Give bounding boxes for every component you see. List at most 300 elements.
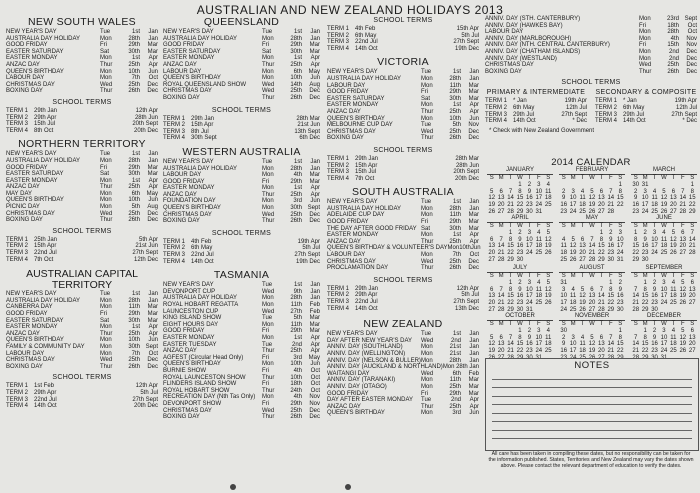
holiday-row-cell: Oct bbox=[310, 381, 320, 388]
secondary-heading: SECONDARY & COMPOSITE bbox=[595, 89, 697, 97]
holiday-row bbox=[6, 36, 158, 43]
calendar-week bbox=[487, 250, 553, 257]
calendar-day: 3 bbox=[537, 181, 541, 188]
holiday-row-cell: EASTER MONDAY bbox=[163, 334, 215, 341]
holiday-row-cell: Jun bbox=[148, 337, 158, 344]
holiday-row-cell: 25th bbox=[449, 108, 461, 115]
holiday-row bbox=[6, 165, 158, 172]
calendar-day: 21 bbox=[688, 243, 696, 250]
calendar-day: 28 bbox=[679, 208, 687, 215]
holiday-row-cell: Jun bbox=[470, 245, 481, 252]
calendar-day: 7 bbox=[508, 334, 513, 341]
calendar-day: 9 bbox=[527, 188, 532, 195]
term-row-cell: TERM 4 bbox=[485, 118, 508, 125]
holiday-row bbox=[6, 184, 158, 191]
holiday-row-cell: ROYAL LAUNCESTON SHOW bbox=[163, 374, 246, 381]
holiday-row-cell: Feb bbox=[468, 370, 479, 377]
weekday-label: M bbox=[642, 223, 648, 229]
holiday-row-cell: QUEEN'S BIRTHDAY bbox=[163, 75, 221, 82]
holiday-row-cell: Dec bbox=[686, 48, 697, 55]
term-row-cell: 14th Oct bbox=[355, 305, 378, 312]
calendar-day: 15 bbox=[516, 195, 524, 202]
holiday-row-cell: LABOUR DAY bbox=[163, 172, 202, 179]
holiday-row-cell: Thur bbox=[100, 88, 113, 95]
holiday-row-cell: Apr bbox=[469, 102, 479, 109]
holiday-row-cell: Nov bbox=[686, 35, 697, 42]
calendar-day: 30 bbox=[526, 354, 533, 361]
holiday-row-cell: PICNIC DAY bbox=[6, 204, 40, 211]
holiday-row-cell: Mon bbox=[262, 55, 274, 62]
holiday-row-cell: Jan bbox=[469, 75, 479, 82]
holiday-row-cell: 28th bbox=[449, 75, 461, 82]
calendar-day: 28 bbox=[598, 306, 605, 313]
term-row-cell: 27th Sept bbox=[294, 252, 320, 259]
calendar-day: 20 bbox=[579, 250, 586, 257]
weekday-label: T bbox=[580, 273, 585, 279]
holiday-row-cell: 28th bbox=[128, 157, 140, 164]
holiday-row-cell: QUEEN'S BIRTHDAY & VOLUNTEER'S DAY bbox=[327, 245, 448, 252]
calendar-day: 25 bbox=[569, 306, 577, 313]
calendar-day: 27 bbox=[670, 208, 677, 215]
notes-line bbox=[492, 387, 692, 388]
calendar-day: 16 bbox=[560, 202, 568, 209]
calendar-day: 3 bbox=[652, 229, 657, 236]
holiday-row-cell: GOOD FRIDAY bbox=[163, 178, 205, 185]
calendar-day: 3 bbox=[571, 334, 575, 341]
weekday-label: W bbox=[661, 175, 667, 181]
holiday-row-cell: Dec bbox=[468, 128, 479, 135]
weekday-label: F bbox=[608, 321, 613, 327]
calendar-day: 18 bbox=[660, 243, 668, 250]
term-row-cell: 27th Sept bbox=[132, 396, 158, 403]
weekday-label: F bbox=[536, 223, 541, 229]
calendar-day: 30 bbox=[651, 306, 658, 313]
holiday-row-cell: EASTER SATURDAY bbox=[327, 95, 385, 102]
holiday-row-cell: ADELAIDE CUP DAY bbox=[327, 212, 385, 219]
term-row-cell: 8th Jul bbox=[191, 128, 209, 135]
page-title: AUSTRALIAN AND NEW ZEALAND HOLIDAYS 2013 bbox=[196, 3, 504, 17]
holiday-row bbox=[6, 171, 158, 178]
holiday-row-cell: Mon bbox=[100, 197, 112, 204]
term-row-cell: TERM 4 bbox=[6, 403, 29, 410]
term-row-cell: 5th Jul bbox=[302, 245, 320, 252]
weekday-label: W bbox=[589, 175, 595, 181]
calendar-day: 30 bbox=[632, 181, 640, 188]
holiday-row bbox=[163, 342, 320, 349]
term-row-cell: 14th Oct bbox=[355, 45, 378, 52]
term-row-cell: * Jan bbox=[513, 98, 527, 105]
secondary-terms bbox=[595, 88, 697, 124]
calendar-day: 29 bbox=[507, 306, 514, 313]
weekday-header bbox=[487, 273, 553, 280]
calendar-day: 23 bbox=[560, 354, 568, 361]
holiday-row-cell: Tue bbox=[421, 122, 432, 129]
holiday-row bbox=[163, 198, 320, 205]
calendar-day: 25 bbox=[579, 354, 586, 361]
holiday-row-cell: GOOD FRIDAY bbox=[327, 390, 369, 397]
holiday-row-cell: 26th bbox=[290, 218, 302, 225]
holiday-row-cell: Aug bbox=[147, 204, 158, 211]
calendar-day: 22 bbox=[632, 250, 640, 257]
holiday-row-cell: Mon bbox=[262, 172, 274, 179]
term-row-cell: 29th Jan bbox=[355, 285, 379, 292]
holiday-row bbox=[163, 95, 320, 102]
holiday-row-cell: Sept bbox=[145, 343, 158, 350]
calendar-day: 29 bbox=[632, 256, 640, 263]
term-row bbox=[6, 237, 158, 244]
holiday-row-cell: Dec bbox=[147, 217, 158, 224]
weekday-label: T bbox=[599, 321, 604, 327]
holiday-row-cell: EASTER MONDAY bbox=[327, 102, 379, 109]
holiday-row-cell: Sept bbox=[684, 16, 697, 22]
holiday-row-cell: 1st bbox=[452, 102, 461, 109]
weekday-label: S bbox=[546, 175, 551, 181]
holiday-row bbox=[327, 265, 479, 272]
holiday-row-cell: ANNIV. DAY (OTAGO) bbox=[327, 383, 387, 390]
calendar-day bbox=[496, 182, 505, 189]
school-terms-heading: SCHOOL TERMS bbox=[561, 79, 621, 87]
column-2 bbox=[163, 16, 320, 490]
calendar-day: 2 bbox=[643, 229, 647, 236]
term-row-cell: 25th Jan bbox=[34, 236, 58, 243]
calendar-day: 9 bbox=[527, 334, 532, 341]
calendar-day: 31 bbox=[660, 354, 668, 361]
calendar-day: 8 bbox=[634, 236, 638, 243]
holiday-row-cell: Wed bbox=[262, 88, 275, 95]
act-heading-line: AUSTRALIAN CAPITAL bbox=[26, 268, 138, 281]
holiday-row-cell: EASTER SATURDAY bbox=[6, 317, 64, 324]
calendar-day: 13 bbox=[497, 195, 505, 202]
holiday-row-cell: Nov bbox=[309, 400, 320, 407]
calendar-day: 26 bbox=[544, 300, 552, 307]
holiday-row-cell: Apr bbox=[148, 177, 158, 184]
calendar-day: 6 bbox=[599, 334, 604, 341]
term-row-cell: 6th May bbox=[355, 32, 377, 39]
calendar-day: 8 bbox=[508, 286, 513, 293]
notes-line bbox=[492, 430, 692, 431]
holiday-row-cell: 11th bbox=[449, 82, 461, 89]
holiday-row-cell: 4th bbox=[293, 394, 302, 401]
calendar-day: 18 bbox=[569, 300, 577, 307]
term-row-cell: 14th Oct bbox=[34, 403, 57, 410]
holiday-row bbox=[327, 331, 479, 338]
calendar-day bbox=[506, 182, 515, 189]
holiday-row-cell: Mon bbox=[262, 165, 274, 172]
holiday-row-cell: NEW YEAR'S DAY bbox=[327, 69, 378, 76]
term-row-cell: 4th Feb bbox=[191, 238, 212, 245]
term-row-cell: TERM 2 bbox=[327, 292, 350, 299]
calendar-day: 11 bbox=[560, 243, 567, 250]
sa-heading: SOUTH AUSTRALIA bbox=[352, 186, 454, 199]
term-row-cell: TERM 2 bbox=[327, 32, 350, 39]
calendar-month bbox=[559, 166, 625, 216]
holiday-row bbox=[6, 55, 158, 62]
term-row-cell: 6th Dec bbox=[299, 135, 320, 142]
calendar-day: 25 bbox=[535, 300, 543, 307]
holiday-row-cell: QUEEN'S BIRTHDAY bbox=[327, 115, 385, 122]
holiday-row-cell: 7th bbox=[452, 252, 461, 259]
holiday-row-cell: Sat bbox=[421, 95, 431, 102]
holiday-row-cell: ANNIV. DAY (HAWKES BAY) bbox=[485, 22, 563, 29]
weekday-label: M bbox=[570, 175, 576, 181]
holiday-row-cell: Mon bbox=[262, 361, 274, 368]
calendar-week bbox=[487, 189, 553, 196]
term-row-cell: 22nd Jul bbox=[34, 396, 57, 403]
holiday-row-cell: EASTER SATURDAY bbox=[6, 171, 64, 178]
holiday-row-cell: Apr bbox=[310, 55, 320, 62]
holiday-row-cell: 25th bbox=[128, 81, 140, 88]
calendar-day: 2 bbox=[527, 327, 532, 334]
holiday-row bbox=[163, 282, 320, 289]
calendar-day: 30 bbox=[516, 256, 524, 263]
term-row-cell: TERM 3 bbox=[6, 396, 29, 403]
holiday-row bbox=[163, 388, 320, 395]
school-terms-heading: SCHOOL TERMS bbox=[211, 229, 272, 237]
calendar-week bbox=[487, 237, 553, 244]
calendar-day: 24 bbox=[641, 208, 649, 215]
calendar-day: 12 bbox=[679, 334, 687, 341]
holiday-row-cell: Mar bbox=[147, 311, 158, 317]
calendar-day: 27 bbox=[688, 348, 696, 355]
calendar-week bbox=[559, 230, 625, 237]
holiday-row-cell: Apr bbox=[469, 403, 479, 410]
holiday-row bbox=[163, 179, 320, 186]
holiday-row-cell: Jan bbox=[310, 158, 320, 165]
calendar-day: 8 bbox=[690, 188, 694, 195]
calendar-day: 23 bbox=[560, 208, 568, 215]
weekday-label: S bbox=[690, 273, 695, 279]
calendar-week bbox=[487, 195, 553, 202]
holiday-row-cell: Mon bbox=[421, 75, 433, 82]
holiday-row-cell: 25th bbox=[290, 191, 302, 198]
calendar-day: 14 bbox=[688, 236, 696, 243]
calendar-day: 12 bbox=[579, 293, 586, 300]
calendar-day: 10 bbox=[569, 341, 577, 348]
holiday-row-cell: Tue bbox=[100, 291, 111, 298]
holiday-row-cell: 29th bbox=[449, 219, 461, 226]
calendar-month bbox=[631, 264, 697, 314]
term-row bbox=[327, 292, 479, 299]
holiday-row bbox=[163, 394, 320, 401]
calendar-day: 3 bbox=[537, 327, 541, 334]
weekday-label: W bbox=[661, 321, 667, 327]
holiday-row-cell: Fri bbox=[100, 42, 107, 49]
calendar-day: 10 bbox=[660, 334, 668, 341]
holiday-row-cell: Sept bbox=[307, 205, 320, 212]
calendar-day: 1 bbox=[508, 279, 513, 286]
term-row-cell: 6th May bbox=[513, 104, 535, 111]
holiday-row-cell: 23rd bbox=[666, 16, 679, 22]
holiday-row bbox=[327, 129, 479, 136]
calendar-day: 1 bbox=[609, 279, 613, 286]
holiday-row-cell: Tue bbox=[262, 282, 273, 289]
holiday-row-cell: 28th bbox=[290, 165, 302, 172]
holiday-row-cell: Thur bbox=[100, 217, 113, 224]
holiday-row-cell: 10th bbox=[290, 374, 302, 381]
term-row bbox=[595, 112, 697, 119]
weekday-label: S bbox=[633, 175, 638, 181]
term-row-cell: 4th Feb bbox=[355, 26, 376, 32]
holiday-row-cell: Mon bbox=[262, 35, 274, 42]
holiday-row-cell: Wed bbox=[421, 370, 434, 377]
calendar-day: 29 bbox=[616, 354, 624, 361]
calendar-week bbox=[559, 348, 625, 355]
holiday-row-cell: Jan bbox=[469, 344, 479, 351]
calendar-day: 23 bbox=[641, 250, 649, 257]
holiday-row-cell: Mon bbox=[421, 115, 433, 122]
holiday-row bbox=[163, 348, 320, 355]
holiday-row-cell: 26th bbox=[449, 265, 461, 272]
calendar-day: 13 bbox=[488, 293, 496, 300]
term-row-cell: TERM 2 bbox=[163, 245, 186, 252]
holiday-row-cell: Mon bbox=[100, 177, 112, 184]
term-row-cell: TERM 2 bbox=[6, 243, 29, 250]
calendar-day: 24 bbox=[569, 208, 577, 215]
holiday-row-cell: DEVONPORT CUP bbox=[163, 288, 216, 295]
calendar-day: 4 bbox=[537, 229, 541, 236]
holiday-row-cell: Fri bbox=[421, 219, 428, 226]
calendar-day bbox=[597, 328, 606, 335]
holiday-row-cell: 28th bbox=[449, 205, 461, 212]
calendar-day: 17 bbox=[535, 341, 543, 348]
holiday-row-cell: QUEEN'S BIRTHDAY bbox=[163, 205, 221, 212]
holiday-row-cell: WAITANGI DAY bbox=[327, 370, 370, 377]
school-terms-heading: SCHOOL TERMS bbox=[52, 227, 112, 235]
calendar-week bbox=[631, 280, 697, 287]
holiday-row-cell: 5th bbox=[293, 315, 302, 322]
holiday-row-cell: Mon bbox=[262, 394, 274, 401]
calendar-day: 11 bbox=[535, 286, 542, 293]
holiday-row-cell: 25th bbox=[667, 62, 679, 69]
school-terms-heading: SCHOOL TERMS bbox=[52, 374, 112, 382]
calendar-day: 16 bbox=[632, 202, 640, 209]
calendar-day: 24 bbox=[535, 348, 543, 355]
term-row-cell: 14th Oct bbox=[191, 258, 214, 265]
holiday-row bbox=[327, 391, 479, 398]
calendar-week bbox=[631, 230, 697, 237]
calendar-day: 15 bbox=[598, 243, 605, 250]
holiday-row-cell: RECREATION DAY (Nth Tas Only) bbox=[163, 394, 256, 401]
holiday-row-cell: 5th bbox=[131, 204, 140, 211]
weekday-label: T bbox=[527, 223, 532, 229]
holiday-row bbox=[163, 172, 320, 179]
term-row bbox=[595, 118, 697, 125]
term-row-cell: 19th Dec bbox=[295, 258, 320, 265]
calendar-week bbox=[559, 341, 625, 348]
holiday-row-cell: ANZAC DAY bbox=[327, 403, 361, 410]
weekday-header bbox=[559, 175, 625, 182]
holiday-row-cell: ROYAL HOBART REGATTA bbox=[163, 302, 239, 308]
calendar-day: 7 bbox=[681, 188, 685, 195]
holiday-row bbox=[163, 368, 320, 375]
holiday-row-cell: Wed bbox=[262, 288, 275, 295]
calendar-day: 19 bbox=[488, 202, 496, 209]
holiday-row-cell: LAUNCESTON CUP bbox=[163, 308, 219, 315]
holiday-row bbox=[6, 197, 158, 204]
holiday-row-cell: Mon bbox=[421, 344, 433, 351]
term-row bbox=[595, 98, 697, 105]
weekday-label: S bbox=[546, 223, 551, 229]
holiday-row bbox=[163, 309, 320, 316]
holiday-row-cell: Feb bbox=[309, 308, 320, 315]
calendar-day: 19 bbox=[569, 250, 577, 257]
holiday-row bbox=[6, 191, 158, 198]
calendar-day: 19 bbox=[670, 243, 677, 250]
month-name: JULY bbox=[487, 264, 553, 273]
holiday-row-cell: 3rd bbox=[452, 410, 461, 417]
calendar-day: 25 bbox=[651, 208, 658, 215]
holiday-row-cell: CHRISTMAS DAY bbox=[6, 210, 55, 217]
term-row-cell: TERM 1 bbox=[6, 107, 29, 114]
calendar-day: 22 bbox=[598, 250, 605, 257]
weekday-label: S bbox=[690, 175, 695, 181]
holiday-row-cell: Jan bbox=[148, 151, 158, 158]
holiday-row-cell: Mon bbox=[421, 357, 433, 364]
holiday-row-cell: Dec bbox=[468, 258, 479, 265]
term-row bbox=[6, 250, 158, 257]
term-row bbox=[327, 156, 479, 163]
holiday-row bbox=[163, 361, 320, 368]
calendar-day: 1 bbox=[618, 181, 622, 188]
term-row bbox=[6, 383, 158, 390]
term-row-cell: TERM 1 bbox=[327, 26, 350, 32]
calendar-day: 21 bbox=[497, 250, 505, 257]
holiday-row-cell: Jan bbox=[310, 35, 320, 42]
calendar-day: 27 bbox=[679, 250, 687, 257]
holiday-row bbox=[327, 245, 479, 252]
holiday-row-cell: Thur bbox=[421, 403, 434, 410]
act-heading bbox=[6, 269, 158, 291]
calendar-day bbox=[496, 280, 505, 287]
calendar-week bbox=[487, 293, 553, 300]
holiday-row-cell: Jun bbox=[148, 197, 158, 204]
calendar-day: 4 bbox=[671, 279, 676, 286]
holiday-row-cell: Dec bbox=[686, 55, 697, 62]
holiday-row-cell: LABOUR DAY bbox=[163, 68, 202, 75]
term-row bbox=[327, 306, 479, 313]
holiday-row-cell: ANNIV. DAY (WESTLAND) bbox=[485, 55, 557, 62]
holiday-row bbox=[163, 328, 320, 335]
holiday-row-cell: Sat bbox=[262, 48, 272, 55]
calendar-day: 20 bbox=[497, 202, 505, 209]
term-row bbox=[6, 121, 158, 128]
calendar-day: 14 bbox=[632, 293, 640, 300]
calendar-day: 14 bbox=[507, 195, 514, 202]
holiday-row-cell: 30th bbox=[128, 343, 140, 350]
month-name: AUGUST bbox=[559, 264, 625, 273]
weekday-label: T bbox=[671, 175, 676, 181]
term-row-cell: 12th Apr bbox=[456, 285, 479, 292]
holiday-row-cell: Mon bbox=[639, 35, 651, 42]
holiday-row-cell: AUSTRALIA DAY HOLIDAY bbox=[163, 35, 238, 42]
holiday-row-cell: CANBERRA DAY bbox=[6, 304, 53, 311]
holiday-row bbox=[327, 344, 479, 351]
term-row-cell: 14th Oct bbox=[623, 118, 646, 125]
holiday-row bbox=[163, 355, 320, 362]
holiday-row-cell: Dec bbox=[309, 407, 320, 414]
weekday-label: S bbox=[690, 223, 695, 229]
holiday-row bbox=[163, 42, 320, 49]
calendar-week bbox=[631, 348, 697, 355]
calendar-month bbox=[487, 166, 553, 216]
holiday-row-cell: 25th bbox=[449, 403, 461, 410]
holiday-row-cell: 28th bbox=[449, 357, 461, 364]
calendar-day bbox=[587, 182, 596, 189]
holiday-row-cell: Mon bbox=[262, 302, 274, 308]
calendar-day: 8 bbox=[599, 236, 604, 243]
holiday-row bbox=[327, 76, 479, 83]
holiday-row-cell: KING ISLAND SHOW bbox=[163, 315, 222, 322]
